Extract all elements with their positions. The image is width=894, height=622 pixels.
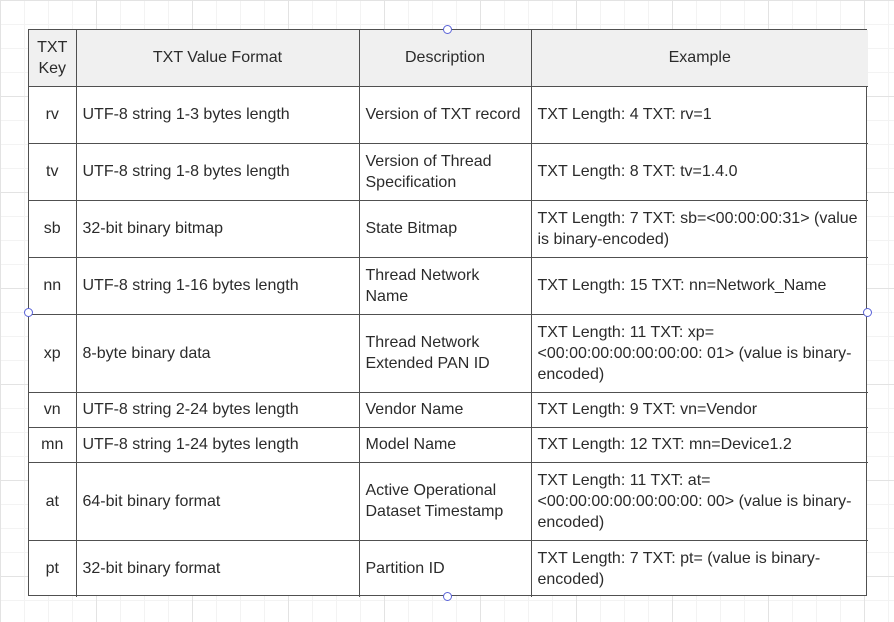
cell-example: TXT Length: 4 TXT: rv=1 <box>531 86 868 143</box>
cell-key: vn <box>29 392 76 427</box>
cell-description: Model Name <box>359 427 531 462</box>
cell-format: 64-bit binary format <box>76 462 359 540</box>
header-example: Example <box>531 30 868 86</box>
table-row-sb <box>29 200 868 257</box>
table-row-tv <box>29 143 868 200</box>
cell-format: 32-bit binary format <box>76 540 359 597</box>
table-row-pt <box>29 540 868 597</box>
cell-description: Thread Network Name <box>359 257 531 314</box>
resize-handle-top[interactable] <box>443 25 452 34</box>
header-description: Description <box>359 30 531 86</box>
cell-description: State Bitmap <box>359 200 531 257</box>
resize-handle-left[interactable] <box>24 308 33 317</box>
table-row-at <box>29 462 868 540</box>
cell-format: UTF-8 string 1-8 bytes length <box>76 143 359 200</box>
cell-description: Version of Thread Specification <box>359 143 531 200</box>
table-header-row <box>29 30 868 86</box>
table-row-xp <box>29 314 868 392</box>
cell-example: TXT Length: 7 TXT: sb=<00:00:00:31> (value is binary-encoded) <box>531 200 868 257</box>
cell-key: nn <box>29 257 76 314</box>
txt-record-table[interactable] <box>28 29 867 596</box>
cell-key: pt <box>29 540 76 597</box>
cell-description: Active Operational Dataset Timestamp <box>359 462 531 540</box>
cell-key: at <box>29 462 76 540</box>
header-txt-key: TXT Key <box>29 30 76 86</box>
table-row-mn <box>29 427 868 462</box>
header-txt-value-format: TXT Value Format <box>76 30 359 86</box>
cell-example: TXT Length: 8 TXT: tv=1.4.0 <box>531 143 868 200</box>
cell-key: xp <box>29 314 76 392</box>
cell-key: rv <box>29 86 76 143</box>
cell-format: UTF-8 string 1-3 bytes length <box>76 86 359 143</box>
cell-format: UTF-8 string 1-24 bytes length <box>76 427 359 462</box>
cell-key: sb <box>29 200 76 257</box>
cell-description: Partition ID <box>359 540 531 597</box>
cell-key: mn <box>29 427 76 462</box>
cell-example: TXT Length: 15 TXT: nn=Network_Name <box>531 257 868 314</box>
resize-handle-right[interactable] <box>863 308 872 317</box>
cell-example: TXT Length: 11 TXT: at=<00:00:00:00:00:00:00: 00> (value is binary-encoded) <box>531 462 868 540</box>
table-row-vn <box>29 392 868 427</box>
resize-handle-bottom[interactable] <box>443 592 452 601</box>
cell-example: TXT Length: 12 TXT: mn=Device1.2 <box>531 427 868 462</box>
cell-format: 32-bit binary bitmap <box>76 200 359 257</box>
cell-example: TXT Length: 11 TXT: xp=<00:00:00:00:00:00:00: 01> (value is binary-encoded) <box>531 314 868 392</box>
cell-format: UTF-8 string 1-16 bytes length <box>76 257 359 314</box>
cell-format: UTF-8 string 2-24 bytes length <box>76 392 359 427</box>
cell-key: tv <box>29 143 76 200</box>
cell-description: Thread Network Extended PAN ID <box>359 314 531 392</box>
cell-format: 8-byte binary data <box>76 314 359 392</box>
table-row-nn <box>29 257 868 314</box>
cell-example: TXT Length: 9 TXT: vn=Vendor <box>531 392 868 427</box>
cell-description: Vendor Name <box>359 392 531 427</box>
table-row-rv <box>29 86 868 143</box>
cell-example: TXT Length: 7 TXT: pt= (value is binary-encoded) <box>531 540 868 597</box>
cell-description: Version of TXT record <box>359 86 531 143</box>
